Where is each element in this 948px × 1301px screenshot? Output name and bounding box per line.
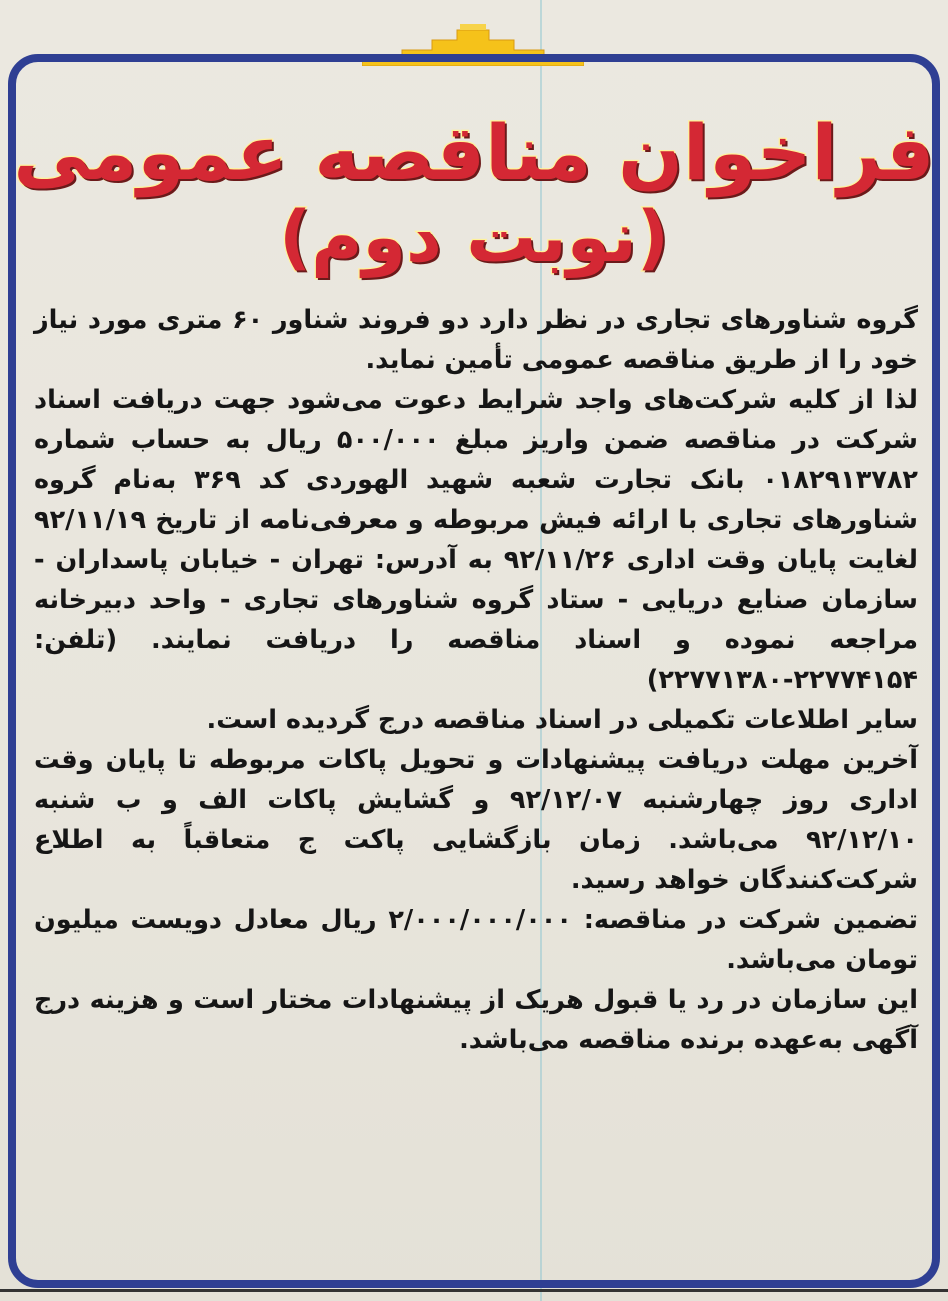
paragraph-disclaimer: این سازمان در رد یا قبول هریک از پیشنهادات مختار است و هزینه درج آگهی به‌عهده برنده مناقصه می‌باشد.: [34, 985, 918, 1055]
ad-subtitle: (نوبت دوم): [279, 196, 669, 278]
ad-title: فراخوان مناقصه عمومی: [13, 108, 935, 197]
ad-body: [34, 300, 918, 1060]
paragraph-intro: گروه شناورهای تجاری در نظر دارد دو فروند شناور ۶۰ متری مورد نیاز خود را از طریق مناقصه عمومی تأمین نماید.: [34, 305, 918, 375]
bottom-rule: [0, 1289, 948, 1292]
paragraph-guarantee: تضمین شرکت در مناقصه: ۲/۰۰۰/۰۰۰/۰۰۰ ریال معادل دویست میلیون تومان می‌باشد.: [34, 905, 919, 975]
paragraph-additional-info: سایر اطلاعات تکمیلی در اسناد مناقصه درج گردیده است.: [206, 705, 918, 735]
paragraph-deadline: آخرین مهلت دریافت پیشنهادات و تحویل پاکات مربوطه تا پایان وقت اداری روز چهارشنبه ۹۲/۱۲/۰۷ و گشایش پاکات الف و ب شنبه ۹۲/۱۲/۱۰ می‌باشد. زمان بازگشایی پاکت ج متعاقباً به اطلاع شرکت‌کنندگان خواهد رسید.: [34, 745, 918, 895]
paragraph-instructions: لذا از کلیه شرکت‌های واجد شرایط دعوت می‌شود جهت دریافت اسناد شرکت در مناقصه ضمن واریز مبلغ ۵۰۰/۰۰۰ ریال به حساب شماره ۰۱۸۲۹۱۳۷۸۲ بانک تجارت شعبه شهید الهوردی کد ۳۶۹ به‌نام گروه شناورهای تجاری با ارائه فیش مربوطه و معرفی‌نامه از تاریخ ۹۲/۱۱/۱۹ لغایت پایان وقت اداری ۹۲/۱۱/۲۶ به آدرس: تهران - خیابان پاسداران - سازمان صنایع دریایی - ستاد گروه شناورهای تجاری - واحد دبیرخانه مراجعه نموده و اسناد مناقصه را دریافت نمایند. (تلفن: ۲۲۷۷۴۱۵۴-۲۲۷۷۱۳۸۰): [34, 385, 918, 695]
